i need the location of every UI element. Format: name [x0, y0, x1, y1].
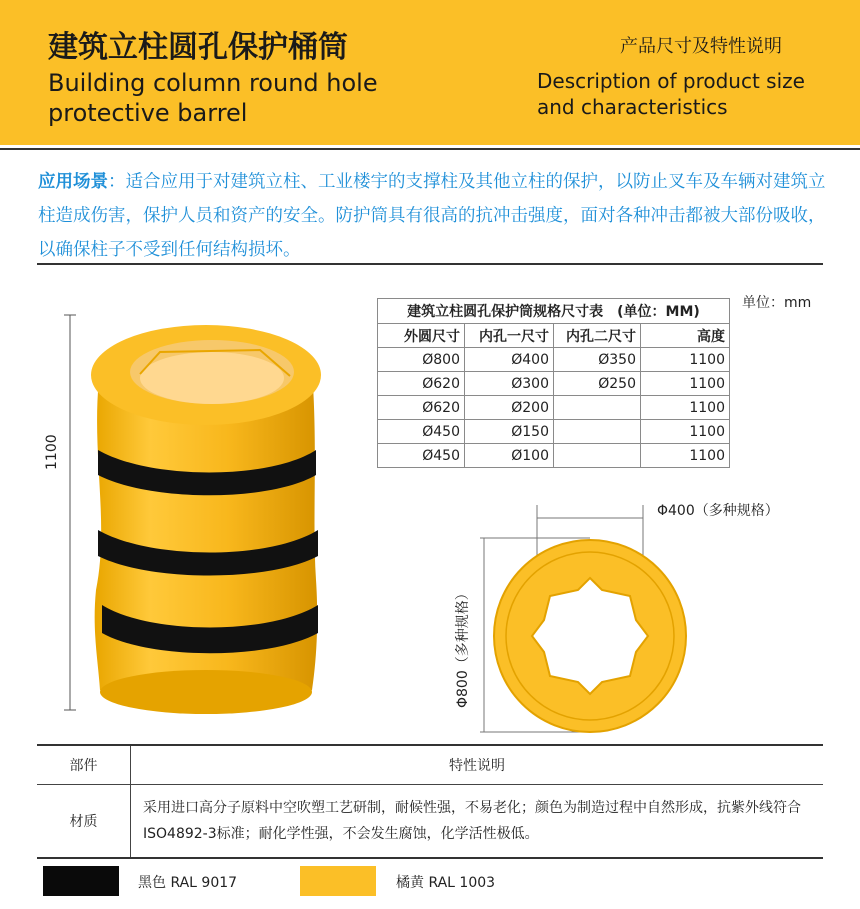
black-swatch: [43, 866, 119, 896]
table-row: [378, 444, 730, 468]
cell: 1100: [641, 396, 730, 420]
cell: 1100: [641, 372, 730, 396]
subtitle-cn: 产品尺寸及特性说明: [620, 36, 782, 57]
material-description: 采用进口高分子原料中空吹塑工艺研制，耐候性强，不易老化；颜色为制造过程中自然形成，抗紫外线符合ISO4892-3标准；耐化学性强，不会发生腐蚀，化学活性极低。: [131, 785, 824, 859]
ring-top-view: [470, 500, 710, 740]
header-inner1: 内孔一尺寸: [465, 324, 554, 348]
cell: Ø250: [554, 372, 641, 396]
cell: [554, 396, 641, 420]
cell: 1100: [641, 444, 730, 468]
title-cn: 建筑立柱圆孔保护桶筒: [48, 30, 348, 65]
cell: Ø300: [465, 372, 554, 396]
unit-note: 单位：mm: [742, 295, 812, 311]
header-inner2: 内孔二尺寸: [554, 324, 641, 348]
col-part-header: 部件: [37, 745, 131, 785]
barrel-illustration: [0, 290, 360, 740]
yellow-swatch-label: 橘黄 RAL 1003: [396, 875, 496, 891]
table-row: [378, 396, 730, 420]
table-row: [378, 372, 730, 396]
spec-table-header: [378, 324, 730, 348]
cell: Ø450: [378, 420, 465, 444]
cell: [554, 420, 641, 444]
material-label: 材质: [37, 785, 131, 859]
col-desc-header: 特性说明: [131, 745, 824, 785]
spec-table: [377, 298, 730, 468]
header-height: 高度: [641, 324, 730, 348]
application-paragraph: [38, 165, 828, 267]
application-label: 应用场景: [38, 172, 108, 192]
header-outer: 外圆尺寸: [378, 324, 465, 348]
cell: Ø620: [378, 372, 465, 396]
spec-table-title: 建筑立柱圆孔保护筒规格尺寸表 (单位：MM): [378, 299, 730, 324]
inner-diameter-label: Φ400（多种规格）: [657, 503, 779, 519]
title-en: Building column round hole protective barrel: [48, 69, 378, 127]
application-text: ：适合应用于对建筑立柱、工业楼宇的支撑柱及其他立柱的保护，以防止叉车及车辆对建筑立柱造成伤害，保护人员和资产的安全。防护筒具有很高的抗冲击强度，面对各种冲击都被大部份吸收，以确保柱子不受到任何结构损坏。: [38, 172, 826, 260]
cell: [554, 444, 641, 468]
cell: 1100: [641, 348, 730, 372]
cell: Ø100: [465, 444, 554, 468]
cell: Ø450: [378, 444, 465, 468]
subtitle-en: Description of product size and characteristics: [537, 69, 805, 119]
cell: Ø800: [378, 348, 465, 372]
black-swatch-label: 黑色 RAL 9017: [138, 875, 238, 891]
header-banner: [0, 0, 860, 145]
cell: Ø620: [378, 396, 465, 420]
outer-diameter-label: Φ800（多种规格）: [455, 586, 471, 708]
properties-table: [37, 744, 823, 859]
yellow-swatch: [300, 866, 376, 896]
cell: Ø150: [465, 420, 554, 444]
table-row: [378, 420, 730, 444]
cell: Ø200: [465, 396, 554, 420]
intro-divider: [37, 263, 823, 265]
table-row: [378, 348, 730, 372]
header-divider: [0, 148, 860, 150]
cell: Ø400: [465, 348, 554, 372]
cell: Ø350: [554, 348, 641, 372]
height-dimension-label: 1100: [44, 434, 60, 470]
cell: 1100: [641, 420, 730, 444]
